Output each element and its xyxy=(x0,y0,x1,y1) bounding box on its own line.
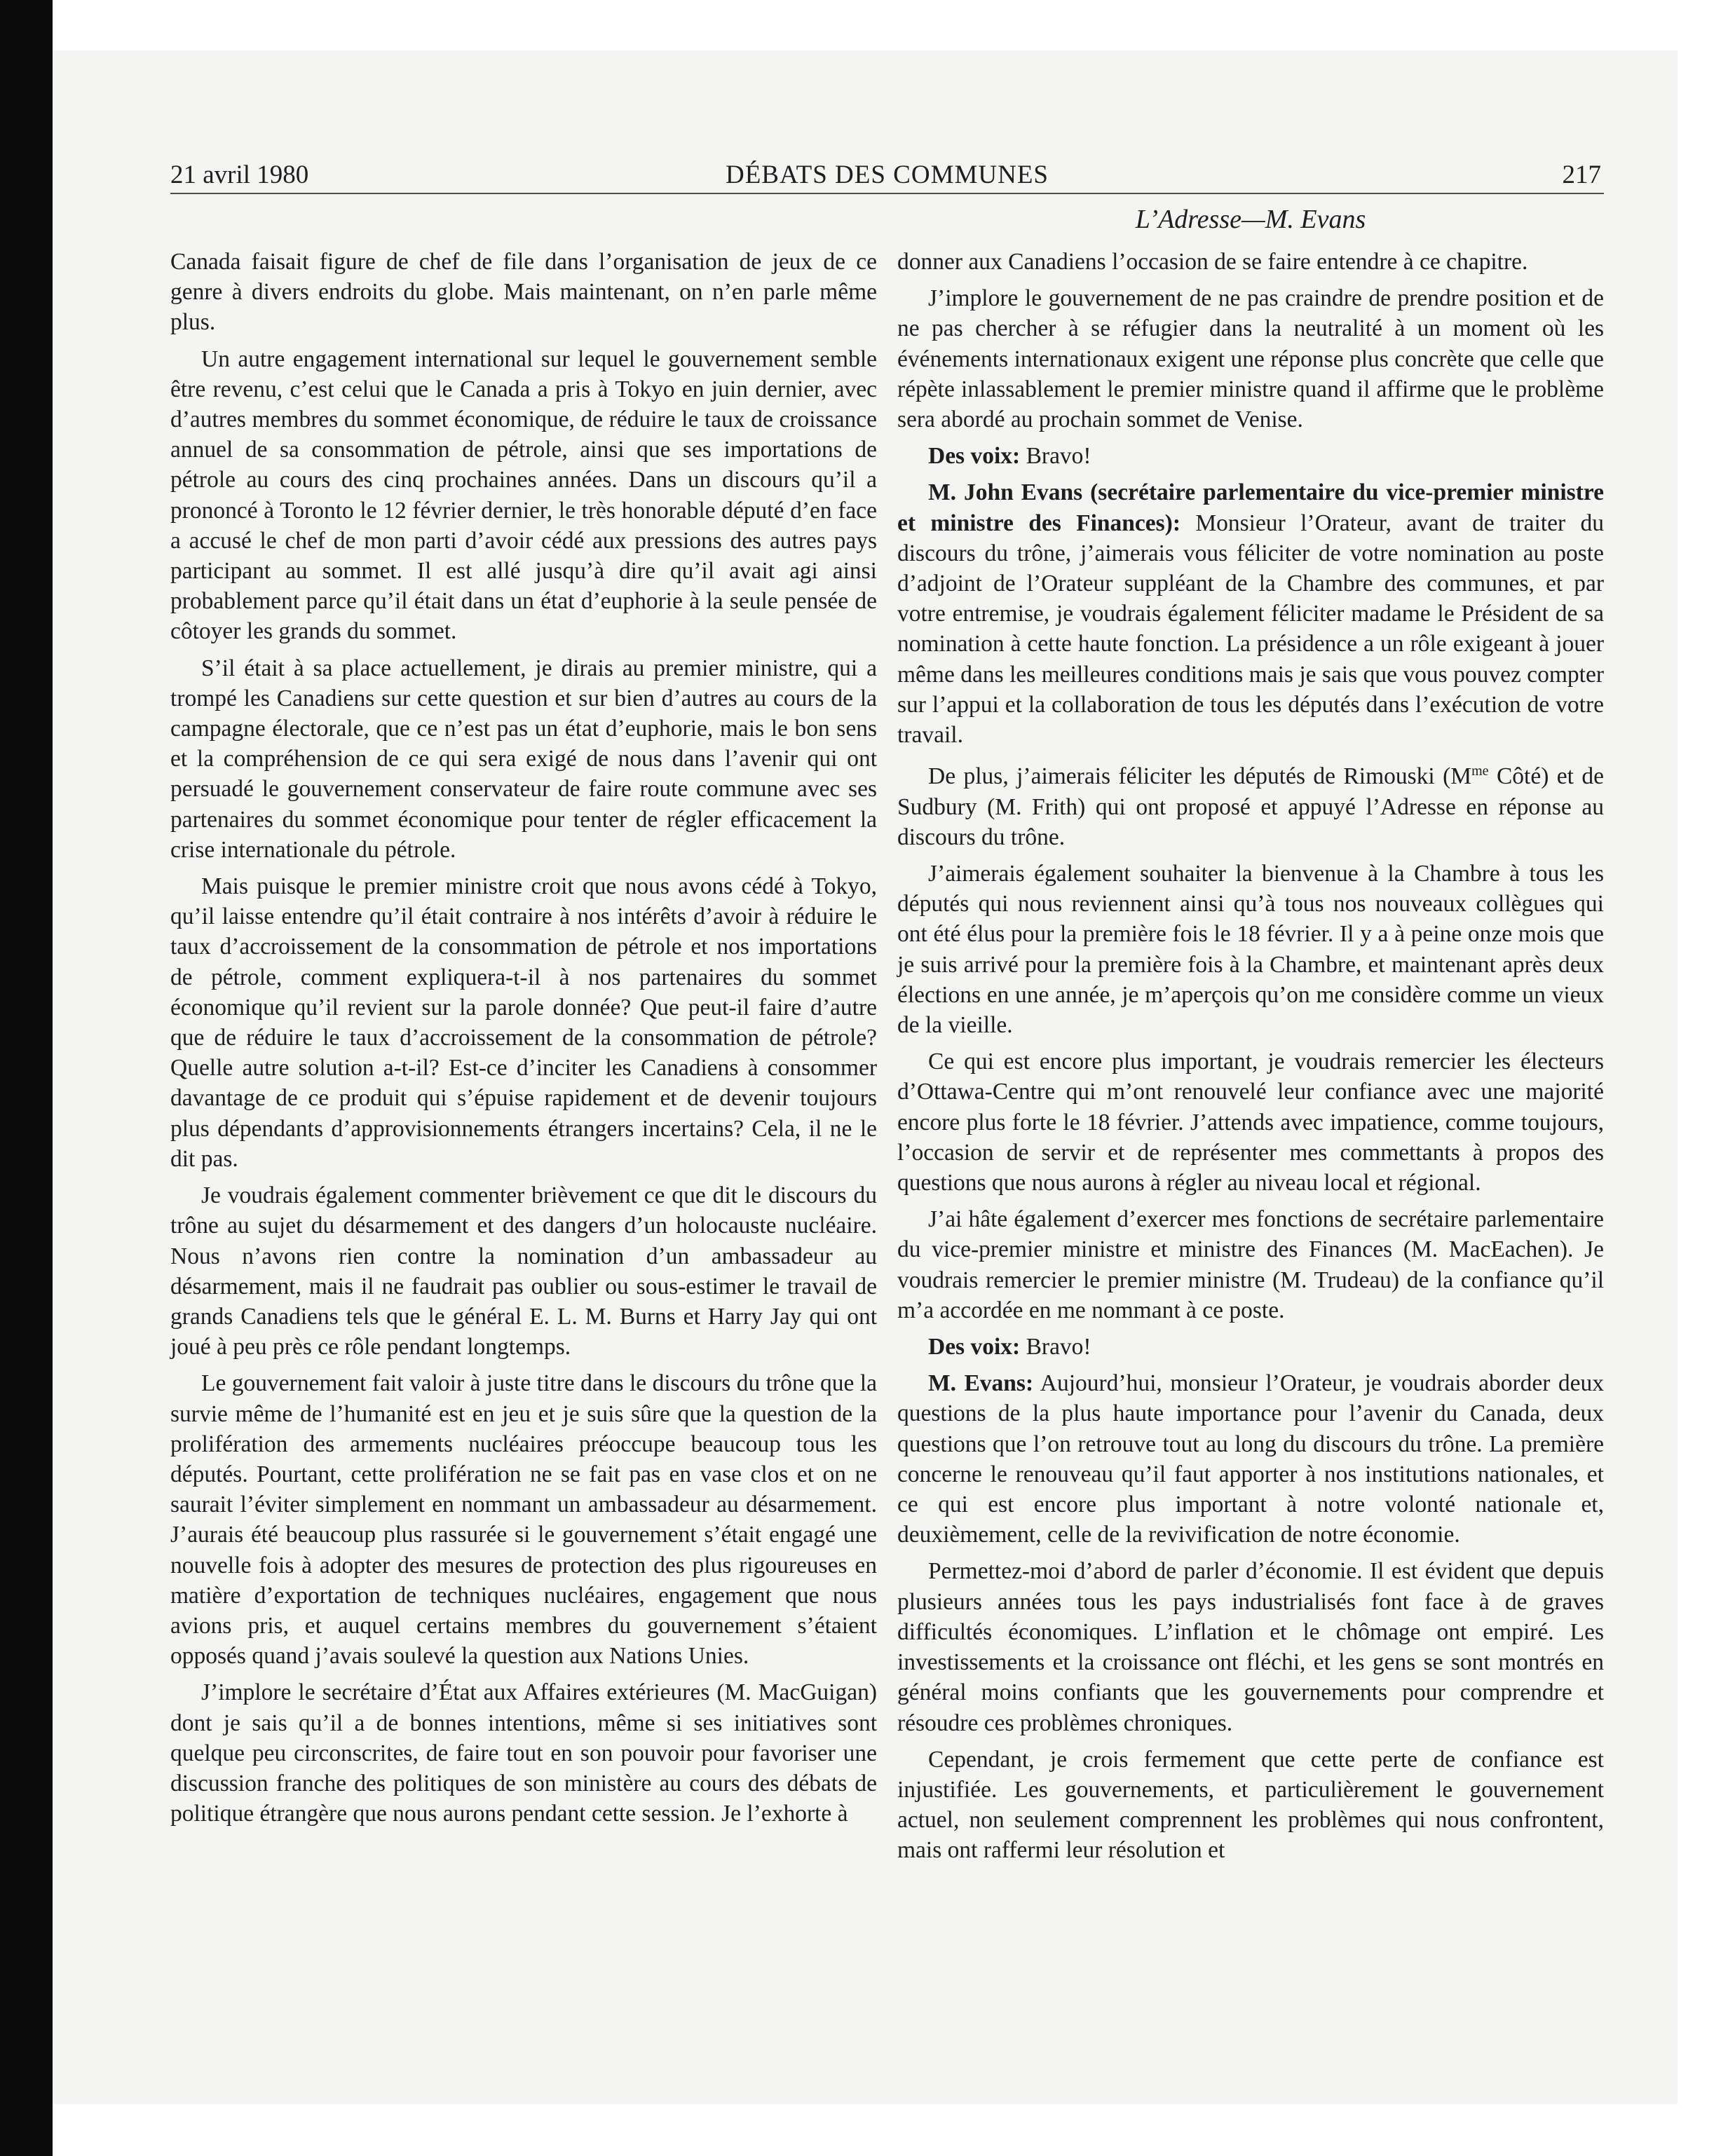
speech-text: Bravo! xyxy=(1020,443,1091,470)
speech-paragraph xyxy=(897,477,1604,750)
left-column xyxy=(170,247,877,1835)
speaker-label: Des voix: xyxy=(928,443,1021,470)
paragraph: Je voudrais également commenter brièvement ce que dit le discours du trône au sujet du désarmement et des dangers d’un holocauste nucléaire. Nous n’avons rien contre la nomination d’un ambassadeur au désarmement, mais il ne faudrait pas oublier ou sous-estimer le travail de grands Canadiens tels que le général E. L. M. Burns et Harry Jay qui ont joué à peu près ce rôle pendant longtemps. xyxy=(170,1182,877,1360)
speaker-label: Des voix: xyxy=(928,1334,1021,1360)
paragraph: Permettez-moi d’abord de parler d’économie. Il est évident que depuis plusieurs années tous les pays industrialisés font face à de graves difficultés économiques. L’inflation et le chômage ont empiré. Les investissements et la croissance ont fléchi, et les gens se sont montrés en général moins confiants que les gouvernements pour comprendre et résoudre ces problèmes chroniques. xyxy=(897,1558,1604,1736)
speech-text: Bravo! xyxy=(1020,1334,1091,1360)
paragraph: Ce qui est encore plus important, je voudrais remercier les électeurs d’Ottawa-Centre qui m’ont renouvelé leur confiance avec une majorité encore plus forte le 18 février. J’attends avec impatience, comme toujours, l’occasion de servir et de représenter mes commettants à propos des questions que nous aurons à régler au niveau local et régional. xyxy=(897,1049,1604,1196)
paragraph: J’aimerais également souhaiter la bienvenue à la Chambre à tous les députés qui nous reviennent ainsi qu’à tous nos nouveaux collègues qui ont été élus pour la première fois le 18 février. Il y a à peine onze mois que je suis arrivé pour la première fois à la Chambre, et maintenant après deux élections en une année, je m’aperçois qu’on me considère comme un vieux de la vieille. xyxy=(897,861,1604,1039)
paragraph: Cependant, je crois fermement que cette perte de confiance est injustifiée. Les gouvernements, et particulièrement le gouvernement actuel, non seulement comprennent les problèmes qui nous confrontent, mais ont raffermi leur résolution et xyxy=(897,1746,1604,1864)
paragraph: J’implore le gouvernement de ne pas craindre de prendre position et de ne pas chercher à se réfugier dans la neutralité à un moment où les événements internationaux exigent une réponse plus concrète que celle que répète inlassablement le premier ministre quand il affirme que le problème sera abordé au prochain sommet de Venise. xyxy=(897,285,1604,433)
header-date: 21 avril 1980 xyxy=(170,161,309,189)
speech-text: Aujourd’hui, monsieur l’Orateur, je voudrais aborder deux questions de la plus haute importance pour l’avenir du Canada, deux questions que l’on retrouve tout au long du discours du trône. La première concerne le renouveau qu’il faut apporter à nos institutions nationales, et ce qui est encore plus important à notre volonté nationale et, deuxièmement, celle de la revivification de notre économie. xyxy=(897,1370,1604,1548)
speech-interjection xyxy=(897,1332,1604,1362)
paragraph xyxy=(897,756,1604,852)
running-header xyxy=(170,158,1604,194)
header-page-number: 217 xyxy=(1562,161,1601,189)
speech-paragraph xyxy=(897,1368,1604,1550)
paragraph: S’il était à sa place actuellement, je dirais au premier ministre, qui a trompé les Canadiens sur cette question et sur bien d’autres au cours de la campagne électorale, que ce n’est pas un état d’euphorie, mais le bon sens et la compréhension de ce qui sera exigé de nous dans l’avenir qui ont persuadé le gouvernement conservateur de faire route commune avec ses partenaires du sommet économique pour tenter de régler efficacement la crise internationale du pétrole. xyxy=(170,655,877,863)
speaker-label: M. John Evans (secrétaire parlementaire du vice-premier ministre et ministre des Finances): xyxy=(897,479,1604,536)
paragraph: Mais puisque le premier ministre croit que nous avons cédé à Tokyo, qu’il laisse entendre qu’il était contraire à nos intérêts d’avoir à réduire le taux d’accroissement de la consommation de pétrole et nos importations de pétrole, comment expliquera-t-il à nos partenaires du sommet économique qu’il revient sur la parole donnée? Que peut-il faire d’autre que de réduire le taux d’accroissement de la consommation de pétrole? Quelle autre solution a-t-il? Est-ce d’inciter les Canadiens à consommer davantage de ce produit qui s’épuise rapidement et de devenir toujours plus dépendants d’approvisionnements étrangers incertains? Cela, il ne le dit pas. xyxy=(170,873,877,1172)
scan-border-top xyxy=(53,0,1735,50)
paragraph: Un autre engagement international sur lequel le gouvernement semble être revenu, c’est celui que le Canada a pris à Tokyo en juin dernier, avec d’autres membres du sommet économique, de réduire le taux de croissance annuel de sa consommation de pétrole, ainsi que ses importations de pétrole au cours des cinq prochaines années. Dans un discours qu’il a prononcé à Toronto le 12 février dernier, le très honorable député d’en face a accusé le chef de mon parti d’avoir cédé aux pressions des autres pays participant au sommet. Il est allé jusqu’à dire qu’il avait agi ainsi probablement parce qu’il était dans un état d’euphorie à la seule pensée de côtoyer les grands du sommet. xyxy=(170,346,877,645)
scan-border-left xyxy=(0,0,53,2156)
paragraph: Le gouvernement fait valoir à juste titre dans le discours du trône que la survie même de l’humanité est en jeu et je suis sûre que la question de la prolifération des armements nucléaires préoccupe beaucoup tous les députés. Pourtant, cette prolifération ne se fait pas en vase clos et on ne saurait l’éviter simplement en nommant un ambassadeur au désarmement. J’aurais été beaucoup plus rassurée si le gouvernement s’était engagé une nouvelle fois à adopter des mesures de protection des plus rigoureuses en matière d’exportation de techniques nucléaires, engagement que nous avions pris, et auquel certains membres du gouvernement s’étaient opposés quand j’avais soulevé la question aux Nations Unies. xyxy=(170,1370,877,1670)
speech-interjection xyxy=(897,441,1604,471)
text-run: Côté) et de Sudbury (M. Frith) qui ont proposé et appuyé l’Adresse en réponse au discours du trône. xyxy=(897,763,1604,850)
paragraph: donner aux Canadiens l’occasion de se faire entendre à ce chapitre. xyxy=(897,249,1528,275)
paragraph: Canada faisait figure de chef de file dans l’organisation de jeux de ce genre à divers endroits du globe. Mais maintenant, on n’en parle même plus. xyxy=(170,249,877,336)
right-column xyxy=(897,247,1604,1872)
speech-text: Monsieur l’Orateur, avant de traiter du discours du trône, j’aimerais vous féliciter de votre nomination au poste d’adjoint de l’Orateur suppléant de la Chambre des communes, et par votre entremise, je voudrais également féliciter madame le Président de sa nomination à cette haute fonction. La présidence a un rôle exigeant à jouer même dans les meilleures conditions mais je sais que vous pouvez compter sur l’appui et la collaboration de tous les députés dans l’exécution de votre travail. xyxy=(897,510,1604,749)
text-run: De plus, j’aimerais féliciter les députés de Rimouski (M xyxy=(928,763,1472,790)
header-publication-title: DÉBATS DES COMMUNES xyxy=(725,161,1049,189)
section-heading: L’Adresse—M. Evans xyxy=(1135,205,1366,234)
paragraph: J’implore le secrétaire d’État aux Affaires extérieures (M. MacGuigan) dont je sais qu’il a de bonnes intentions, même si ses initiatives sont quelque peu circonscrites, de faire tout en son pouvoir pour favoriser une discussion franche des politiques de son ministère au cours des débats de politique étrangère que nous aurons pendant cette session. Je l’exhorte à xyxy=(170,1679,877,1827)
paragraph: J’ai hâte également d’exercer mes fonctions de secrétaire parlementaire du vice-premier ministre et ministre des Finances (M. MacEachen). Je voudrais remercier le premier ministre (M. Trudeau) de la confiance qu’il m’a accordée en me nommant à ce poste. xyxy=(897,1206,1604,1323)
speaker-label: M. Evans: xyxy=(928,1370,1034,1397)
superscript: me xyxy=(1471,763,1489,779)
